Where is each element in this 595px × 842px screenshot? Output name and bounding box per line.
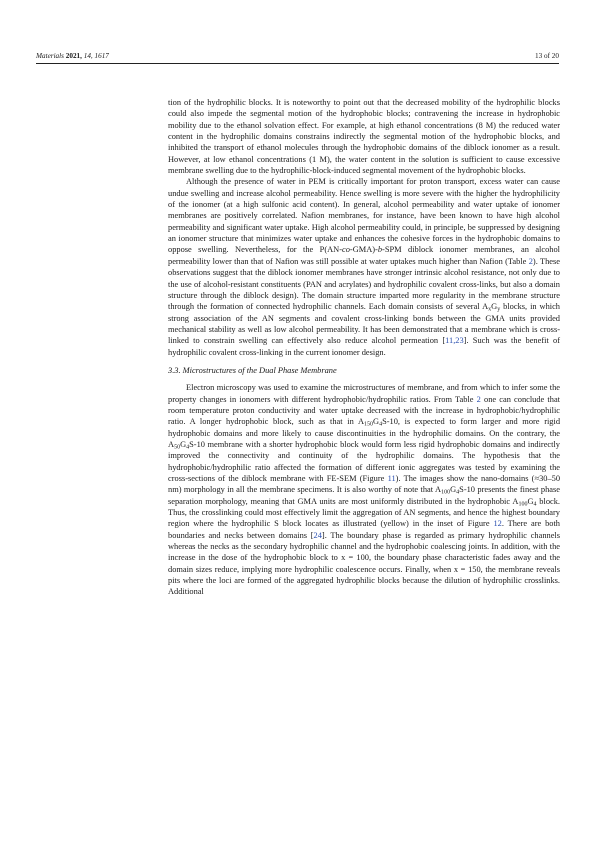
page-number: 13 of 20 xyxy=(535,52,559,60)
paragraph-3: Electron microscopy was used to examine the microstructures of membrane, and from which to infer some the property changes in ionomers with different hydrophobic/hydrophilic ratios. From Table 2 one can conclude that room temperature proton conductivity and water uptake decreased with the increase in hydrophobic/hydrophilic ratio. A longer hydrophobic block, such as that in $A_{150}G_4S-10$, is expected to form larger and more rigid hydrophobic domains and more likely to cause discontinuities in the hydrophilic domains. On the contrary, the $A_{50}G_4S-10$ membrane with a shorter hydrophobic block would form less rigid hydrophobic domains and indirectly improved the connectivity and continuity of the hydrophilic domains. The hypothesis that the hydrophobic/hydrophilic ratio affected the formation of different ionic aggregates was tested by examining the cross-sections of the diblock membrane with FE-SEM (Figure 11). The images show the nano-domains (≈30–50 nm) morphology in all the membrane specimens. It is also worthy of note that $A_{100}G_4S-10$ presents the finest phase separation morphology, meaning that GMA units are most uniformly distributed in the hydrophobic $A_{100}G_4$ block. Thus, the crosslinking could most effectively limit the aggregation of AN segments, and hence the highest boundary region where the hydrophilic S block locates as illustrated (yellow) in the inset of Figure 12. There are both boundaries and necks between domains [24]. The boundary phase is regarded as primary hydrophilic channels whereas the necks as the secondary hydrophilic channel and the hydrophobic coalescing joints. In addition, with the increase in the dose of the hydrophobic block to x = 100, the boundary phase characteristic fades away and the domain sizes reduce, implying more hydrophilic coalescence occurs. Finally, when x = 150, the membrane reveals pits where the loci are formed of the aggregated hydrophilic blocks because the dilution of hydrophilic crosslinks. Additional xyxy=(168,383,561,597)
page-header xyxy=(36,50,559,62)
paragraph-1: tion of the hydrophilic blocks. It is noteworthy to point out that the decreased mobility of the hydrophilic blocks could also impede the segmental motion of the hydrophobic blocks; contravening the increase in hydrophobic mobility due to the ethanol solvation effect. For example, at high ethanol concentrations (8 M) the reduced water content in the hydrophilic domains constrains indirectly the segmental motion of the hydrophobic blocks, and inhibited the transport of ethanol molecules through the hydrophobic domains of the diblock ionomer as a result. However, at low ethanol concentrations (1 M), the water content in the solution is sufficient to cause excessive membrane swelling due to the hydrophilic-block-induced segmental movement of the hydrophobic blocks. xyxy=(168,98,560,176)
article-body xyxy=(168,97,560,598)
table-2-link[interactable]: 2 xyxy=(528,256,533,266)
header-rule xyxy=(36,63,559,64)
article-number: 1617 xyxy=(94,52,109,60)
journal-citation xyxy=(36,50,109,62)
journal-year: 2021, xyxy=(65,52,82,60)
reference-24-link[interactable]: 24 xyxy=(313,530,322,540)
figure-12-link[interactable]: 12 xyxy=(493,519,502,529)
reference-11-23-link[interactable]: 11,23 xyxy=(445,336,464,346)
section-heading: 3.3. Microstructures of the Dual Phase Membrane xyxy=(168,365,337,375)
journal-volume: 14, xyxy=(83,52,93,60)
paragraph-2: Although the presence of water in PEM is critically important for proton transport, excess water can cause undue swelling and increase alcohol permeability. Hence swelling is more severe with the higher the hydrophilicity of the ionomer (at a high sulfonic acid content). In general, alcohol permeability and water uptake of ionomer membranes are positively correlated. Nafion membranes, for instance, have been known to have high alcohol permeability and significant water uptake. High alcohol permeability could, in principle, be suppressed by designing an ionomer structure that minimizes water uptake and enhances the cohesive forces in the hydrophobic domains to oppose swelling. Nevertheless, for the P(AN-co-GMA)-b-SPM diblock ionomer membranes, an alcohol permeability lower than that of Nafion was still possible at water uptakes much higher than Nafion (Table 2). These observations suggest that the diblock ionomer membranes have stronger intrinsic alcohol resistance, not only due to the use of alcohol-resistant constituents (PAN and acrylates) and hydrophilic covalent cross-links, but also a domain structure through the diblock design). The domain structure imparted more regularity in the membrane structure through the formation of connected hydrophilic channels. Each domain consists of several $A_xG_y$ blocks, in which strong association of the AN segments and covalent cross-linking bonds between the GMA units provided mechanical stability as well as low alcohol permeability. It has been demonstrated that a membrane which is cross-linked to constrain swelling can effectively also reduce alcohol permeation [11,23]. Such was the benefit of hydrophilic covalent cross-linking in the current ionomer design. xyxy=(168,177,560,357)
figure-11-link[interactable]: 11 xyxy=(387,474,396,483)
table-2-link-2[interactable]: 2 xyxy=(476,394,481,404)
journal-name: Materials xyxy=(36,52,64,60)
